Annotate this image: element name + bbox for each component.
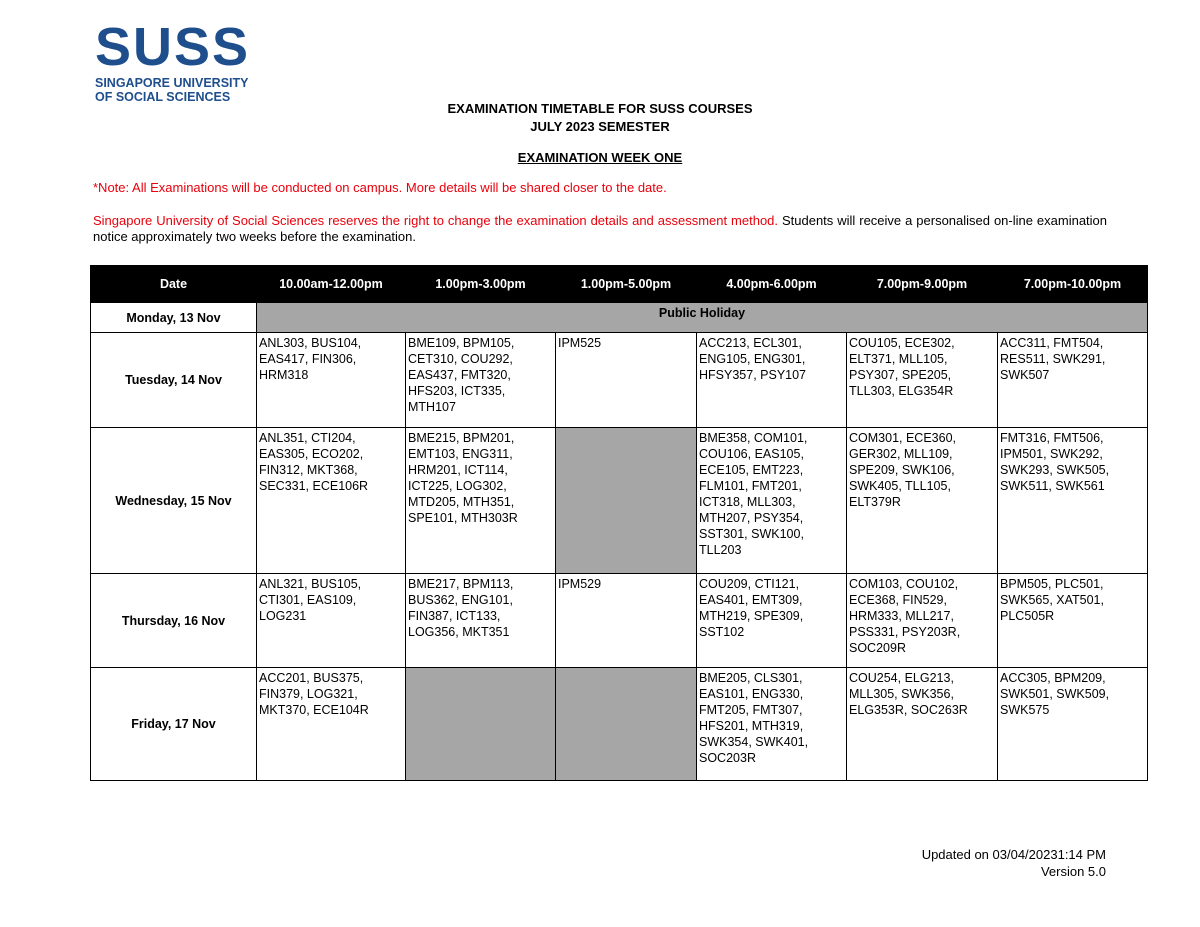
- footer: [922, 846, 1106, 880]
- version-label: Version 5.0: [1040, 864, 1106, 879]
- course-cell: FMT316, FMT506, IPM501, SWK292, SWK293, SWK505, SWK511, SWK561: [998, 428, 1148, 574]
- course-cell: COU105, ECE302, ELT371, MLL105, PSY307, SPE205, TLL303, ELG354R: [847, 333, 998, 428]
- document-title: EXAMINATION TIMETABLE FOR SUSS COURSES: [447, 101, 753, 116]
- course-cell: BME109, BPM105, CET310, COU292, EAS437, FMT320, HFS203, ICT335, MTH107: [406, 333, 556, 428]
- course-cell: BME205, CLS301, EAS101, ENG330, FMT205, FMT307, HFS201, MTH319, SWK354, SWK401, SOC203R: [697, 668, 847, 781]
- date-cell: Friday, 17 Nov: [91, 668, 257, 781]
- campus-note: *Note: All Examinations will be conducted on campus. More details will be shared closer to the date.: [93, 180, 667, 195]
- date-cell: Monday, 13 Nov: [91, 303, 257, 333]
- exam-timetable: [90, 265, 1148, 781]
- course-cell: COM301, ECE360, GER302, MLL109, SPE209, SWK106, SWK405, TLL105, ELT379R: [847, 428, 998, 574]
- empty-slot-cell: [556, 428, 697, 574]
- empty-slot-cell: [556, 668, 697, 781]
- course-cell: COU209, CTI121, EAS401, EMT309, MTH219, SPE309, SST102: [697, 574, 847, 668]
- table-row: [91, 428, 1148, 574]
- semester-heading: JULY 2023 SEMESTER: [530, 119, 670, 134]
- disclaimer-notice-text: Students will receive a personalised on-line examination notice approximately two weeks before the examination.: [93, 213, 1108, 244]
- course-cell: ACC311, FMT504, RES511, SWK291, SWK507: [998, 333, 1148, 428]
- course-cell: ACC213, ECL301, ENG105, ENG301, HFSY357, PSY107: [697, 333, 847, 428]
- logo-wordmark: SUSS: [95, 17, 251, 77]
- table-row: [91, 303, 1148, 333]
- logo-line-1: SINGAPORE UNIVERSITY: [95, 76, 249, 90]
- header-slot-3: 1.00pm-5.00pm: [556, 266, 697, 303]
- course-cell: ANL303, BUS104, EAS417, FIN306, HRM318: [257, 333, 406, 428]
- suss-logo: [95, 17, 265, 104]
- course-cell: BME217, BPM113, BUS362, ENG101, FIN387, ICT133, LOG356, MKT351: [406, 574, 556, 668]
- header-slot-2: 1.00pm-3.00pm: [406, 266, 556, 303]
- disclaimer-red-text: Singapore University of Social Sciences reserves the right to change the examination details and assessment method.: [93, 213, 779, 228]
- date-cell: Thursday, 16 Nov: [91, 574, 257, 668]
- table-row: [91, 574, 1148, 668]
- course-cell: ACC305, BPM209, SWK501, SWK509, SWK575: [998, 668, 1148, 781]
- date-cell: Wednesday, 15 Nov: [91, 428, 257, 574]
- logo-line-2: OF SOCIAL SCIENCES: [95, 90, 231, 104]
- course-cell: IPM529: [556, 574, 697, 668]
- date-cell: Tuesday, 14 Nov: [91, 333, 257, 428]
- table-row: [91, 668, 1148, 781]
- updated-timestamp: Updated on 03/04/20231:14 PM: [921, 847, 1106, 862]
- course-cell: IPM525: [556, 333, 697, 428]
- header-slot-4: 4.00pm-6.00pm: [697, 266, 847, 303]
- header-slot-5: 7.00pm-9.00pm: [847, 266, 998, 303]
- header-date: Date: [91, 266, 257, 303]
- week-heading: EXAMINATION WEEK ONE: [517, 150, 683, 165]
- header-row: [91, 266, 1148, 303]
- table-row: [91, 333, 1148, 428]
- header-slot-1: 10.00am-12.00pm: [257, 266, 406, 303]
- disclaimer: [93, 213, 1107, 245]
- course-cell: COM103, COU102, ECE368, FIN529, HRM333, MLL217, PSS331, PSY203R, SOC209R: [847, 574, 998, 668]
- course-cell: ANL351, CTI204, EAS305, ECO202, FIN312, MKT368, SEC331, ECE106R: [257, 428, 406, 574]
- course-cell: BME358, COM101, COU106, EAS105, ECE105, EMT223, FLM101, FMT201, ICT318, MLL303, MTH207, PSY354, SST301, SWK100, TLL203: [697, 428, 847, 574]
- course-cell: COU254, ELG213, MLL305, SWK356, ELG353R, SOC263R: [847, 668, 998, 781]
- course-cell: ACC201, BUS375, FIN379, LOG321, MKT370, ECE104R: [257, 668, 406, 781]
- course-cell: BPM505, PLC501, SWK565, XAT501, PLC505R: [998, 574, 1148, 668]
- header-slot-6: 7.00pm-10.00pm: [998, 266, 1148, 303]
- public-holiday-cell: Public Holiday: [257, 303, 1148, 333]
- course-cell: ANL321, BUS105, CTI301, EAS109, LOG231: [257, 574, 406, 668]
- empty-slot-cell: [406, 668, 556, 781]
- course-cell: BME215, BPM201, EMT103, ENG311, HRM201, ICT114, ICT225, LOG302, MTD205, MTH351, SPE101, MTH303R: [406, 428, 556, 574]
